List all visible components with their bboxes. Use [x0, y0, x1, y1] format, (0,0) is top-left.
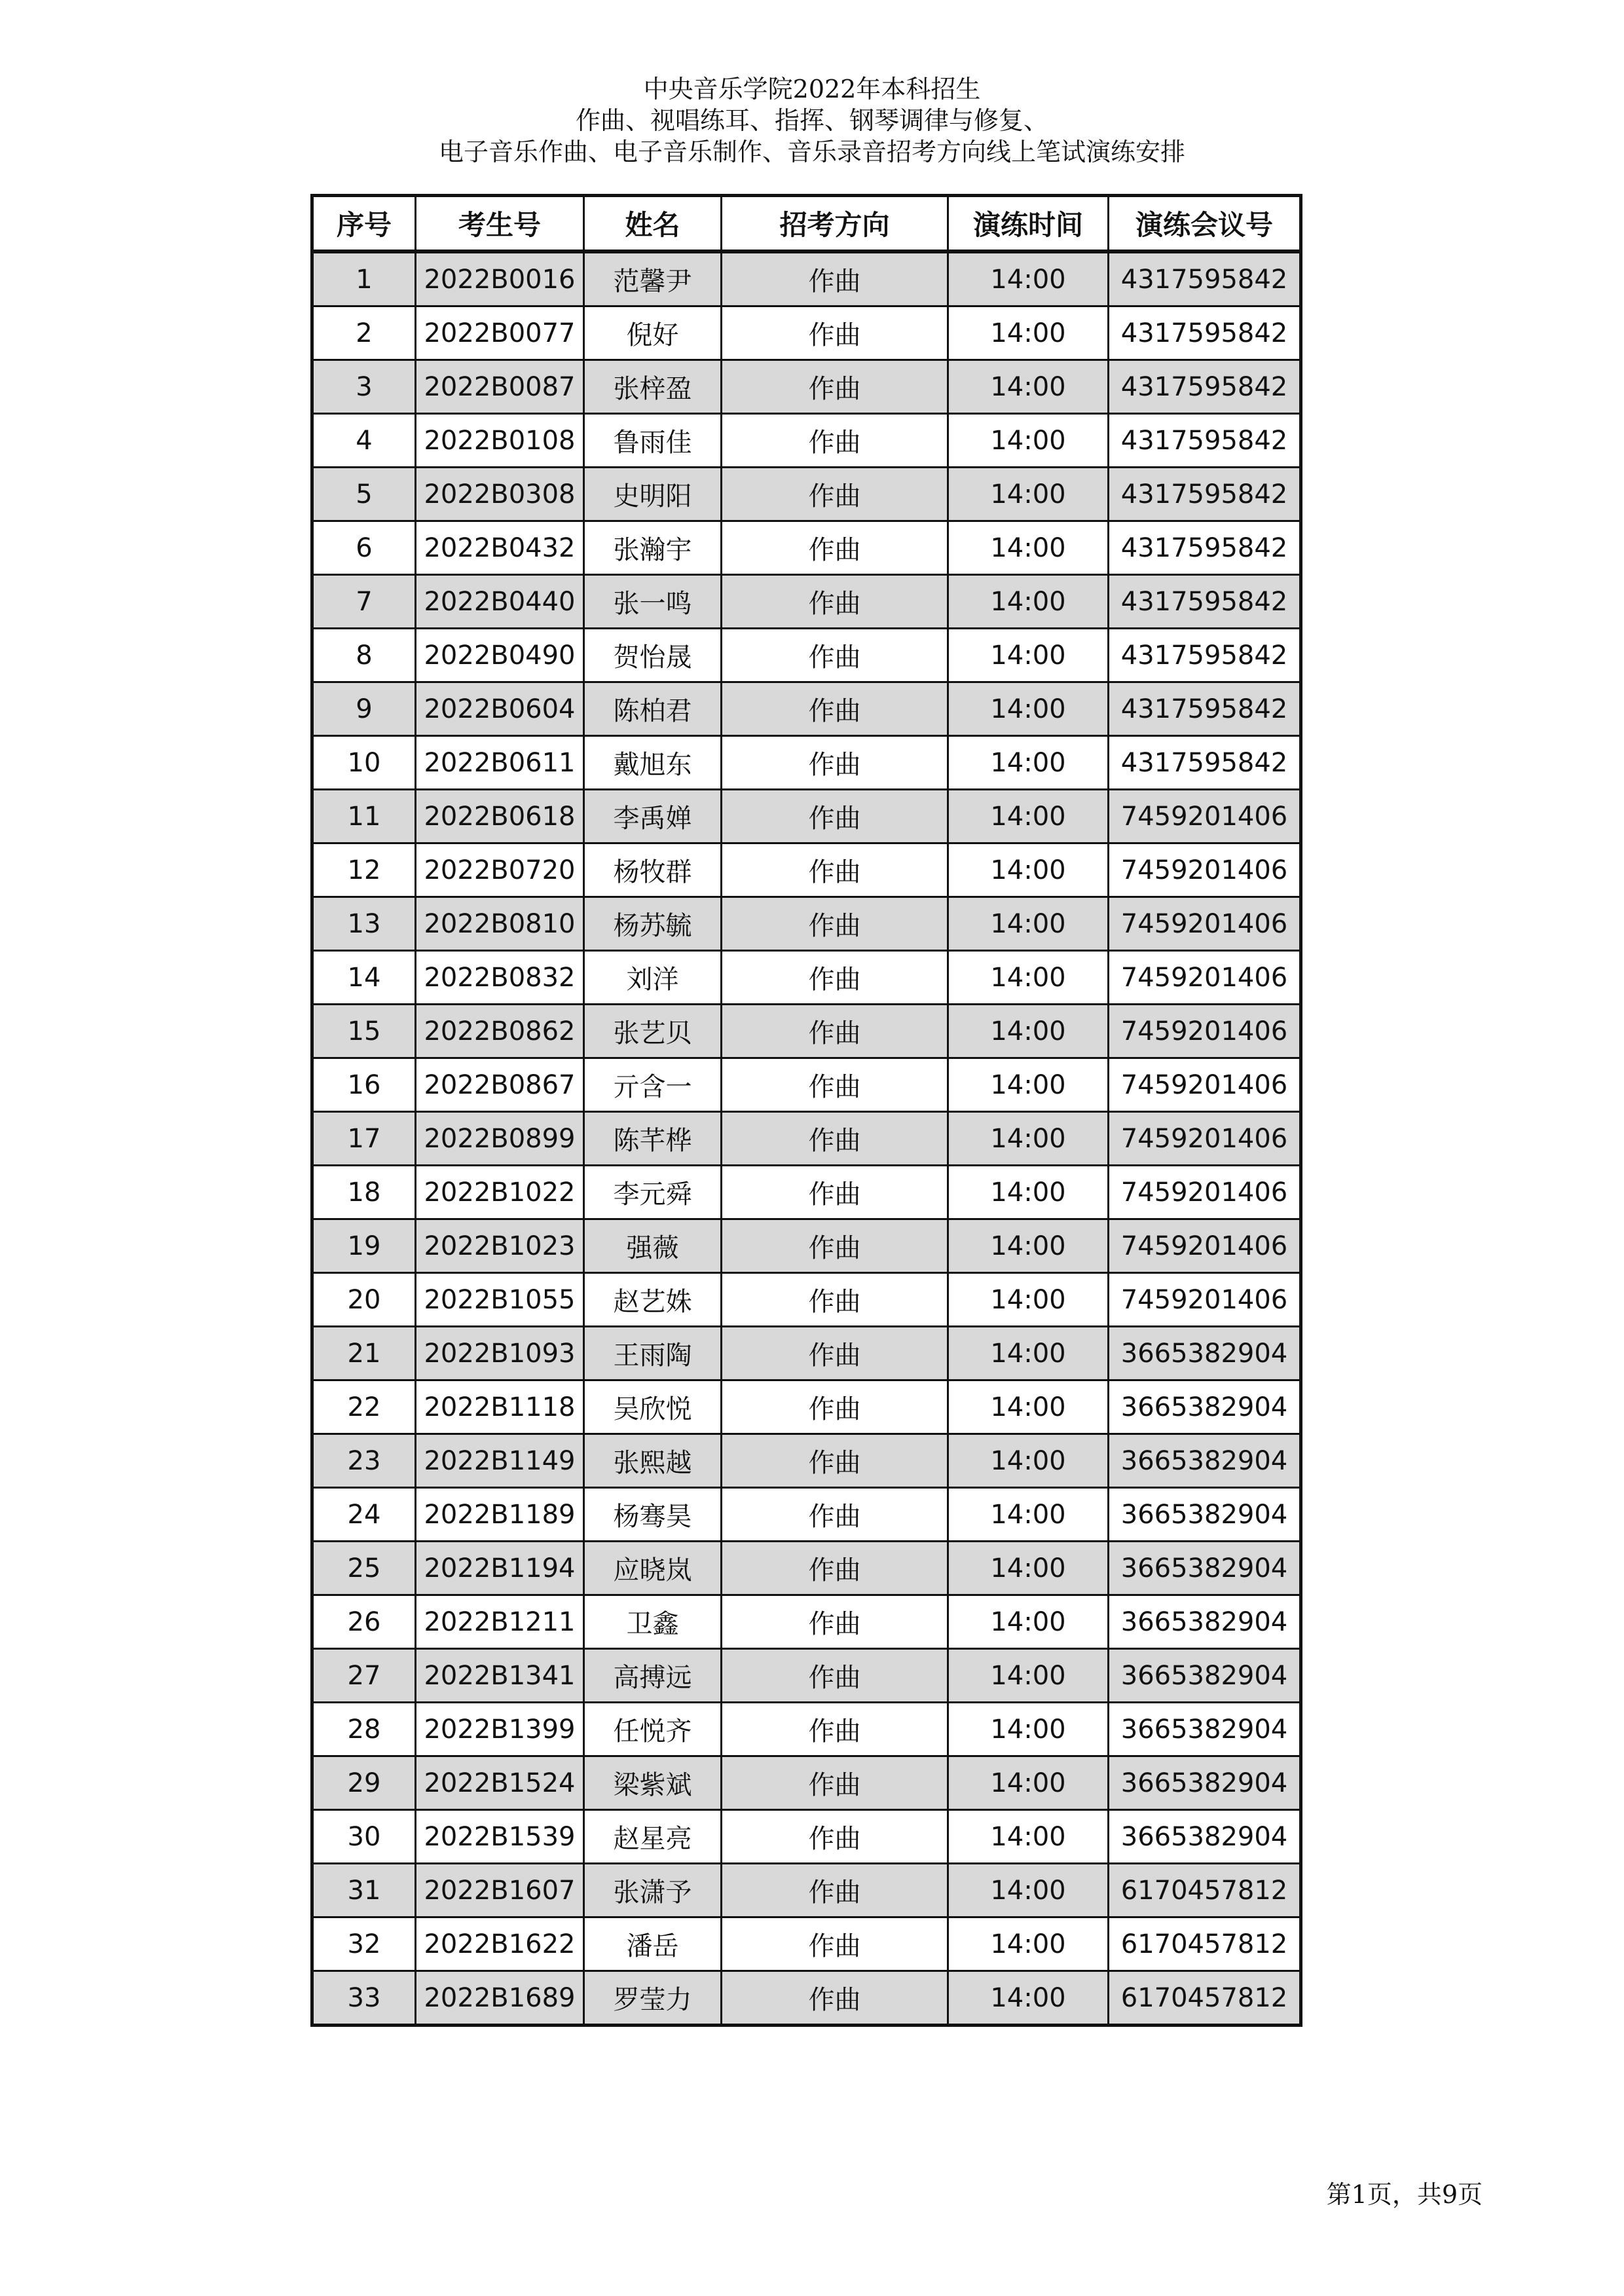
cell-time: 14:00 [948, 629, 1109, 682]
cell-candidate-id: 2022B1607 [416, 1864, 584, 1917]
cell-meeting-id: 4317595842 [1109, 251, 1301, 306]
table-row [312, 897, 1301, 951]
table-row [312, 1649, 1301, 1703]
table-row [312, 1005, 1301, 1058]
cell-time: 14:00 [948, 1112, 1109, 1166]
cell-time: 14:00 [948, 682, 1109, 736]
cell-major: 作曲 [722, 1542, 948, 1595]
cell-index: 4 [312, 414, 416, 468]
cell-time: 14:00 [948, 468, 1109, 521]
table-row [312, 251, 1301, 306]
cell-time: 14:00 [948, 1380, 1109, 1434]
cell-time: 14:00 [948, 1703, 1109, 1756]
cell-time: 14:00 [948, 251, 1109, 306]
cell-time: 14:00 [948, 951, 1109, 1005]
table-row [312, 1595, 1301, 1649]
cell-major: 作曲 [722, 1917, 948, 1971]
cell-time: 14:00 [948, 1864, 1109, 1917]
table-row [312, 682, 1301, 736]
cell-meeting-id: 4317595842 [1109, 306, 1301, 360]
cell-meeting-id: 4317595842 [1109, 682, 1301, 736]
cell-candidate-id: 2022B0810 [416, 897, 584, 951]
cell-name: 张熙越 [584, 1434, 722, 1488]
table-row [312, 1327, 1301, 1380]
table-row [312, 951, 1301, 1005]
cell-candidate-id: 2022B1093 [416, 1327, 584, 1380]
cell-major: 作曲 [722, 1166, 948, 1219]
cell-index: 18 [312, 1166, 416, 1219]
header-candidate-id: 考生号 [416, 196, 584, 252]
cell-index: 1 [312, 251, 416, 306]
cell-major: 作曲 [722, 682, 948, 736]
cell-candidate-id: 2022B1055 [416, 1273, 584, 1327]
cell-index: 29 [312, 1756, 416, 1810]
cell-meeting-id: 4317595842 [1109, 629, 1301, 682]
table-row [312, 736, 1301, 790]
cell-major: 作曲 [722, 521, 948, 575]
header-major: 招考方向 [722, 196, 948, 252]
table-row [312, 414, 1301, 468]
cell-major: 作曲 [722, 468, 948, 521]
cell-major: 作曲 [722, 1058, 948, 1112]
table-row [312, 1756, 1301, 1810]
cell-major: 作曲 [722, 951, 948, 1005]
cell-major: 作曲 [722, 1864, 948, 1917]
table-row [312, 1810, 1301, 1864]
cell-name: 杨骞昊 [584, 1488, 722, 1542]
cell-index: 6 [312, 521, 416, 575]
cell-name: 鲁雨佳 [584, 414, 722, 468]
cell-time: 14:00 [948, 1434, 1109, 1488]
cell-index: 32 [312, 1917, 416, 1971]
cell-name: 张一鸣 [584, 575, 722, 629]
cell-candidate-id: 2022B0490 [416, 629, 584, 682]
table-row [312, 1488, 1301, 1542]
cell-name: 应晓岚 [584, 1542, 722, 1595]
cell-major: 作曲 [722, 251, 948, 306]
cell-index: 10 [312, 736, 416, 790]
table-header-row [312, 196, 1301, 252]
cell-candidate-id: 2022B0867 [416, 1058, 584, 1112]
cell-time: 14:00 [948, 1488, 1109, 1542]
cell-candidate-id: 2022B0108 [416, 414, 584, 468]
cell-index: 12 [312, 843, 416, 897]
page-number: 第1页，共9页 [1326, 2180, 1483, 2209]
cell-name: 刘洋 [584, 951, 722, 1005]
cell-time: 14:00 [948, 736, 1109, 790]
cell-time: 14:00 [948, 1542, 1109, 1595]
cell-major: 作曲 [722, 736, 948, 790]
cell-major: 作曲 [722, 1380, 948, 1434]
cell-meeting-id: 7459201406 [1109, 790, 1301, 843]
cell-major: 作曲 [722, 1219, 948, 1273]
cell-name: 杨苏毓 [584, 897, 722, 951]
cell-time: 14:00 [948, 790, 1109, 843]
table-row [312, 1864, 1301, 1917]
title-line-1: 中央音乐学院2022年本科招生 [643, 75, 981, 103]
cell-name: 李禹婵 [584, 790, 722, 843]
cell-name: 梁紫斌 [584, 1756, 722, 1810]
cell-meeting-id: 4317595842 [1109, 468, 1301, 521]
document-title [0, 73, 1624, 168]
header-name: 姓名 [584, 196, 722, 252]
cell-candidate-id: 2022B0016 [416, 251, 584, 306]
cell-meeting-id: 7459201406 [1109, 1273, 1301, 1327]
cell-meeting-id: 4317595842 [1109, 575, 1301, 629]
cell-candidate-id: 2022B0087 [416, 360, 584, 414]
cell-index: 22 [312, 1380, 416, 1434]
cell-name: 赵星亮 [584, 1810, 722, 1864]
cell-index: 25 [312, 1542, 416, 1595]
cell-major: 作曲 [722, 1327, 948, 1380]
cell-index: 11 [312, 790, 416, 843]
cell-name: 陈柏君 [584, 682, 722, 736]
cell-index: 27 [312, 1649, 416, 1703]
cell-meeting-id: 3665382904 [1109, 1542, 1301, 1595]
cell-meeting-id: 4317595842 [1109, 360, 1301, 414]
cell-meeting-id: 6170457812 [1109, 1971, 1301, 2026]
cell-index: 14 [312, 951, 416, 1005]
cell-name: 倪好 [584, 306, 722, 360]
cell-candidate-id: 2022B1539 [416, 1810, 584, 1864]
cell-major: 作曲 [722, 629, 948, 682]
cell-meeting-id: 3665382904 [1109, 1595, 1301, 1649]
cell-time: 14:00 [948, 575, 1109, 629]
table-row [312, 1058, 1301, 1112]
cell-candidate-id: 2022B0862 [416, 1005, 584, 1058]
cell-name: 范馨尹 [584, 251, 722, 306]
table-row [312, 521, 1301, 575]
table-row [312, 1542, 1301, 1595]
cell-name: 卫鑫 [584, 1595, 722, 1649]
cell-time: 14:00 [948, 1005, 1109, 1058]
cell-meeting-id: 3665382904 [1109, 1810, 1301, 1864]
cell-major: 作曲 [722, 1112, 948, 1166]
cell-major: 作曲 [722, 1756, 948, 1810]
cell-name: 王雨陶 [584, 1327, 722, 1380]
cell-name: 张梓盈 [584, 360, 722, 414]
cell-time: 14:00 [948, 306, 1109, 360]
cell-index: 3 [312, 360, 416, 414]
cell-index: 33 [312, 1971, 416, 2026]
cell-candidate-id: 2022B1524 [416, 1756, 584, 1810]
cell-time: 14:00 [948, 843, 1109, 897]
cell-name: 任悦齐 [584, 1703, 722, 1756]
cell-time: 14:00 [948, 1327, 1109, 1380]
cell-meeting-id: 3665382904 [1109, 1756, 1301, 1810]
cell-candidate-id: 2022B1689 [416, 1971, 584, 2026]
cell-name: 陈芊桦 [584, 1112, 722, 1166]
cell-major: 作曲 [722, 1810, 948, 1864]
cell-name: 罗莹力 [584, 1971, 722, 2026]
table-row [312, 1434, 1301, 1488]
cell-meeting-id: 6170457812 [1109, 1917, 1301, 1971]
cell-candidate-id: 2022B1023 [416, 1219, 584, 1273]
cell-major: 作曲 [722, 575, 948, 629]
cell-index: 19 [312, 1219, 416, 1273]
cell-time: 14:00 [948, 1058, 1109, 1112]
cell-candidate-id: 2022B0618 [416, 790, 584, 843]
table-row [312, 468, 1301, 521]
cell-candidate-id: 2022B1194 [416, 1542, 584, 1595]
cell-time: 14:00 [948, 1649, 1109, 1703]
cell-meeting-id: 7459201406 [1109, 951, 1301, 1005]
cell-meeting-id: 7459201406 [1109, 1219, 1301, 1273]
cell-name: 张瀚宇 [584, 521, 722, 575]
table-row [312, 843, 1301, 897]
table-row [312, 790, 1301, 843]
cell-time: 14:00 [948, 521, 1109, 575]
cell-meeting-id: 6170457812 [1109, 1864, 1301, 1917]
cell-index: 20 [312, 1273, 416, 1327]
cell-meeting-id: 4317595842 [1109, 414, 1301, 468]
cell-meeting-id: 7459201406 [1109, 1112, 1301, 1166]
cell-name: 潘岳 [584, 1917, 722, 1971]
cell-candidate-id: 2022B1022 [416, 1166, 584, 1219]
cell-candidate-id: 2022B0432 [416, 521, 584, 575]
cell-major: 作曲 [722, 1273, 948, 1327]
cell-candidate-id: 2022B1399 [416, 1703, 584, 1756]
table-row [312, 306, 1301, 360]
cell-time: 14:00 [948, 1595, 1109, 1649]
cell-major: 作曲 [722, 1649, 948, 1703]
cell-candidate-id: 2022B1118 [416, 1380, 584, 1434]
cell-meeting-id: 3665382904 [1109, 1488, 1301, 1542]
cell-time: 14:00 [948, 897, 1109, 951]
table-row [312, 1917, 1301, 1971]
title-line-3: 电子音乐作曲、电子音乐制作、音乐录音招考方向线上笔试演练安排 [438, 138, 1185, 166]
cell-name: 强薇 [584, 1219, 722, 1273]
cell-time: 14:00 [948, 1219, 1109, 1273]
cell-candidate-id: 2022B1149 [416, 1434, 584, 1488]
header-time: 演练时间 [948, 196, 1109, 252]
cell-index: 2 [312, 306, 416, 360]
cell-candidate-id: 2022B0077 [416, 306, 584, 360]
title-line-2: 作曲、视唱练耳、指挥、钢琴调律与修复、 [575, 106, 1048, 135]
cell-meeting-id: 4317595842 [1109, 521, 1301, 575]
cell-index: 13 [312, 897, 416, 951]
cell-major: 作曲 [722, 1971, 948, 2026]
cell-candidate-id: 2022B1341 [416, 1649, 584, 1703]
cell-meeting-id: 3665382904 [1109, 1380, 1301, 1434]
exam-rehearsal-table [310, 194, 1302, 2027]
cell-name: 赵艺姝 [584, 1273, 722, 1327]
table-row [312, 1166, 1301, 1219]
cell-index: 8 [312, 629, 416, 682]
cell-meeting-id: 7459201406 [1109, 1058, 1301, 1112]
cell-meeting-id: 7459201406 [1109, 1166, 1301, 1219]
cell-major: 作曲 [722, 1488, 948, 1542]
cell-index: 26 [312, 1595, 416, 1649]
cell-index: 5 [312, 468, 416, 521]
cell-candidate-id: 2022B0720 [416, 843, 584, 897]
cell-time: 14:00 [948, 1166, 1109, 1219]
cell-meeting-id: 7459201406 [1109, 843, 1301, 897]
cell-name: 贺怡晟 [584, 629, 722, 682]
cell-major: 作曲 [722, 360, 948, 414]
cell-index: 9 [312, 682, 416, 736]
cell-meeting-id: 7459201406 [1109, 897, 1301, 951]
cell-major: 作曲 [722, 1595, 948, 1649]
table-row [312, 1703, 1301, 1756]
cell-name: 亓含一 [584, 1058, 722, 1112]
cell-major: 作曲 [722, 414, 948, 468]
table-row [312, 1219, 1301, 1273]
table-body [312, 251, 1301, 2026]
cell-major: 作曲 [722, 790, 948, 843]
cell-meeting-id: 4317595842 [1109, 736, 1301, 790]
cell-major: 作曲 [722, 1703, 948, 1756]
cell-meeting-id: 3665382904 [1109, 1327, 1301, 1380]
header-meeting-id: 演练会议号 [1109, 196, 1301, 252]
cell-candidate-id: 2022B0604 [416, 682, 584, 736]
header-index: 序号 [312, 196, 416, 252]
cell-candidate-id: 2022B1622 [416, 1917, 584, 1971]
cell-index: 15 [312, 1005, 416, 1058]
cell-major: 作曲 [722, 1005, 948, 1058]
cell-name: 李元舜 [584, 1166, 722, 1219]
cell-major: 作曲 [722, 1434, 948, 1488]
cell-candidate-id: 2022B1189 [416, 1488, 584, 1542]
cell-index: 31 [312, 1864, 416, 1917]
cell-index: 28 [312, 1703, 416, 1756]
cell-time: 14:00 [948, 414, 1109, 468]
cell-index: 17 [312, 1112, 416, 1166]
cell-index: 7 [312, 575, 416, 629]
cell-index: 24 [312, 1488, 416, 1542]
cell-candidate-id: 2022B0611 [416, 736, 584, 790]
cell-meeting-id: 7459201406 [1109, 1005, 1301, 1058]
cell-candidate-id: 2022B0899 [416, 1112, 584, 1166]
cell-name: 吴欣悦 [584, 1380, 722, 1434]
cell-index: 21 [312, 1327, 416, 1380]
cell-index: 23 [312, 1434, 416, 1488]
cell-major: 作曲 [722, 843, 948, 897]
cell-candidate-id: 2022B0440 [416, 575, 584, 629]
cell-index: 30 [312, 1810, 416, 1864]
cell-name: 张潇予 [584, 1864, 722, 1917]
cell-time: 14:00 [948, 1917, 1109, 1971]
cell-candidate-id: 2022B1211 [416, 1595, 584, 1649]
cell-time: 14:00 [948, 1756, 1109, 1810]
table-row [312, 575, 1301, 629]
cell-meeting-id: 3665382904 [1109, 1434, 1301, 1488]
cell-candidate-id: 2022B0308 [416, 468, 584, 521]
cell-time: 14:00 [948, 360, 1109, 414]
cell-candidate-id: 2022B0832 [416, 951, 584, 1005]
cell-major: 作曲 [722, 306, 948, 360]
cell-name: 杨牧群 [584, 843, 722, 897]
cell-name: 史明阳 [584, 468, 722, 521]
cell-time: 14:00 [948, 1810, 1109, 1864]
table-row [312, 629, 1301, 682]
cell-name: 高搏远 [584, 1649, 722, 1703]
cell-meeting-id: 3665382904 [1109, 1649, 1301, 1703]
cell-name: 戴旭东 [584, 736, 722, 790]
cell-time: 14:00 [948, 1971, 1109, 2026]
cell-name: 张艺贝 [584, 1005, 722, 1058]
cell-time: 14:00 [948, 1273, 1109, 1327]
table-row [312, 1380, 1301, 1434]
table-row [312, 360, 1301, 414]
table-row [312, 1273, 1301, 1327]
table-row [312, 1971, 1301, 2026]
cell-meeting-id: 3665382904 [1109, 1703, 1301, 1756]
table-row [312, 1112, 1301, 1166]
cell-major: 作曲 [722, 897, 948, 951]
cell-index: 16 [312, 1058, 416, 1112]
